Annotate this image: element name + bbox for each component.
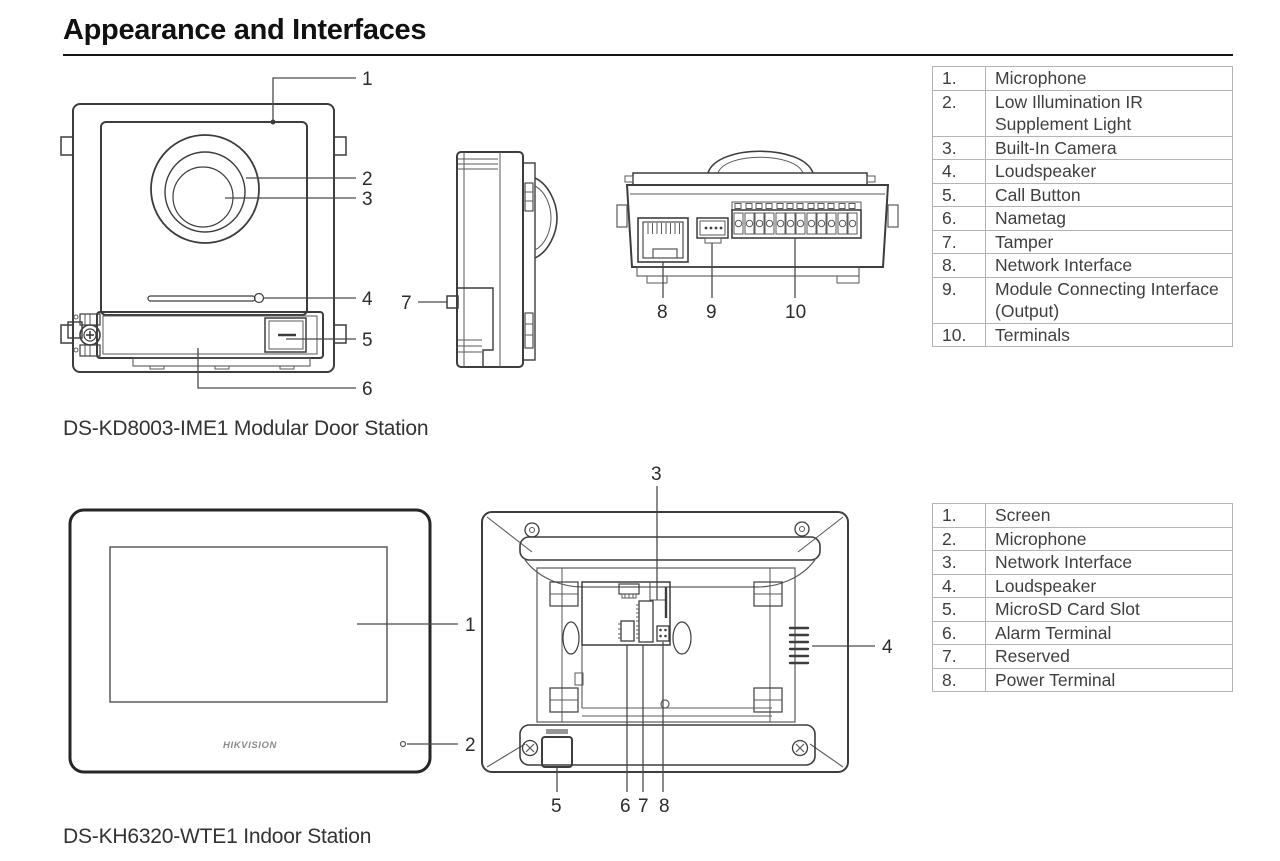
table-row: 2. Microphone — [933, 527, 1233, 551]
power-terminal-connector — [657, 626, 669, 641]
page-title: Appearance and Interfaces — [63, 14, 427, 46]
table-row: 10. Terminals — [933, 323, 1233, 347]
alarm-terminal-connector — [618, 621, 634, 641]
door-station-caption: DS-KD8003-IME1 Modular Door Station — [63, 417, 429, 440]
table-row: 4. Loudspeaker — [933, 574, 1233, 598]
reserved-pin-header — [636, 601, 653, 642]
plate-clips — [525, 183, 533, 348]
terminal-block — [732, 202, 861, 238]
table-row: 4. Loudspeaker — [933, 160, 1233, 184]
indoor-station-rear-view-diagram — [470, 460, 920, 820]
callout-1: 1 — [465, 615, 476, 636]
table-row: 2. Low Illumination IR Supplement Light — [933, 90, 1233, 136]
table-row: 9. Module Connecting Interface (Output) — [933, 277, 1233, 323]
top-plate — [633, 173, 867, 185]
callout-10: 10 — [785, 302, 807, 323]
table-row: 7. Tamper — [933, 230, 1233, 254]
camera-dome-profile — [535, 178, 557, 258]
callout-3: 3 — [362, 189, 373, 210]
camera-dome — [708, 151, 813, 173]
camera-lens-rings — [151, 135, 259, 243]
callout-4: 4 — [362, 289, 373, 310]
callout-6: 6 — [362, 379, 373, 400]
callout-5: 5 — [362, 330, 373, 351]
indoor-station-caption: DS-KH6320-WTE1 Indoor Station — [63, 825, 372, 848]
table-row: 1. Microphone — [933, 67, 1233, 91]
callout-6: 6 — [620, 796, 631, 817]
door-station-side-view-diagram — [398, 128, 573, 390]
callout-2: 2 — [362, 169, 373, 190]
indoor-body — [70, 510, 430, 772]
door-frame — [73, 104, 334, 372]
section-header — [63, 14, 1233, 56]
table-row: 8. Network Interface — [933, 254, 1233, 278]
loudspeaker-grille — [790, 628, 808, 663]
table-row: 3. Built-In Camera — [933, 136, 1233, 160]
callout-2: 2 — [465, 735, 476, 756]
side-body — [457, 152, 523, 367]
indoor-station-parts-table — [932, 503, 1233, 692]
table-row: 6. Nametag — [933, 207, 1233, 231]
microphone-hole — [271, 120, 276, 125]
callout-7: 7 — [638, 796, 649, 817]
network-port-rj45 — [638, 218, 688, 262]
table-row: 6. Alarm Terminal — [933, 621, 1233, 645]
microsd-slot — [542, 729, 572, 767]
door-station-bottom-view-diagram — [605, 130, 910, 325]
callout-8: 8 — [657, 302, 668, 323]
table-row: 3. Network Interface — [933, 551, 1233, 575]
callout-1: 1 — [362, 69, 373, 90]
indoor-station-front-view-diagram — [60, 490, 490, 790]
call-button — [265, 318, 306, 352]
table-row: 5. Call Button — [933, 183, 1233, 207]
callout-3: 3 — [651, 464, 662, 485]
callout-numbers — [362, 69, 373, 400]
loudspeaker-slit — [148, 294, 264, 303]
network-connector — [619, 584, 639, 598]
callout-lines — [198, 78, 356, 388]
table-row: 1. Screen — [933, 504, 1233, 528]
door-station-front-view-diagram — [60, 58, 405, 410]
camera-module-panel — [101, 122, 307, 315]
door-station-parts-table — [932, 66, 1233, 347]
top-mount-bar — [520, 522, 820, 587]
callout-4: 4 — [882, 637, 893, 658]
callout-7: 7 — [401, 293, 412, 314]
table-row: 5. MicroSD Card Slot — [933, 598, 1233, 622]
table-row: 8. Power Terminal — [933, 668, 1233, 692]
callout-5: 5 — [551, 796, 562, 817]
table-row: 7. Reserved — [933, 645, 1233, 669]
callout-9: 9 — [706, 302, 717, 323]
lower-compartment — [457, 288, 493, 367]
brand-logo: HIKVISION — [223, 740, 277, 751]
base-strip — [133, 358, 310, 369]
callout-8: 8 — [659, 796, 670, 817]
module-connector — [697, 218, 728, 243]
